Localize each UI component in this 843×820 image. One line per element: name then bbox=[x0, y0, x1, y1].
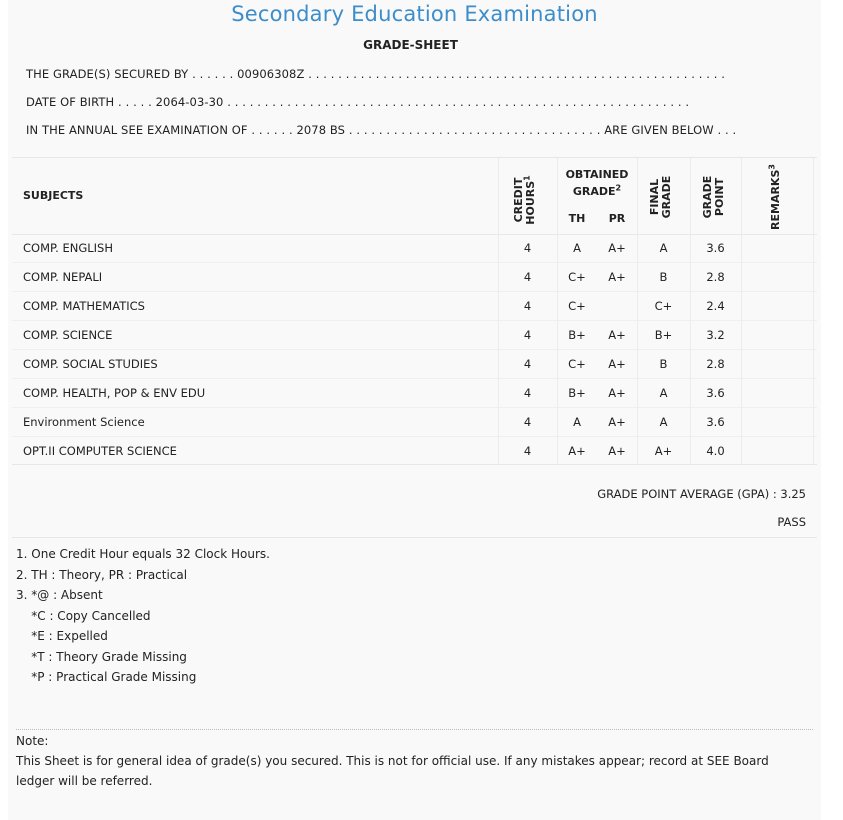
final-grade-cell: A+ bbox=[654, 444, 673, 458]
note-label: Note: bbox=[16, 734, 49, 748]
subject-cell: COMP. NEPALI bbox=[23, 270, 103, 284]
credit-hours-cell: 4 bbox=[523, 241, 532, 255]
grade-point-cell: 3.6 bbox=[706, 386, 725, 400]
practical-grade-cell: A+ bbox=[608, 386, 626, 400]
subject-cell: COMP. HEALTH, POP & ENV EDU bbox=[23, 386, 206, 400]
grade-point-cell: 3.2 bbox=[706, 328, 725, 342]
note-divider bbox=[16, 729, 813, 730]
theory-grade-cell: C+ bbox=[568, 357, 586, 371]
footnote: *P : Practical Grade Missing bbox=[16, 670, 197, 684]
column-divider bbox=[813, 158, 814, 464]
credit-hours-cell: 4 bbox=[523, 328, 532, 342]
footnote: *E : Expelled bbox=[16, 629, 108, 643]
header-credit-hours: CREDIT HOURS$^1$ bbox=[512, 175, 537, 225]
header-remarks: REMARKS$^3$ bbox=[767, 164, 782, 230]
subject-cell: Environment Science bbox=[23, 415, 145, 429]
gpa-summary: GRADE POINT AVERAGE (GPA) : 3.25 bbox=[597, 487, 806, 501]
credit-hours-cell: 4 bbox=[523, 357, 532, 371]
practical-grade-cell: A+ bbox=[608, 270, 626, 284]
secured-by-line: THE GRADE(S) SECURED BY . . . . . . 00906308Z . . . . . . . . . . . . . . . . . . . . . . . . . . . . . . . . . . . . . . . . . . . . . . . . . . . . . . . . bbox=[26, 67, 726, 81]
theory-grade-cell: B+ bbox=[568, 328, 586, 342]
table-header-border bbox=[12, 234, 817, 235]
table-bottom-border bbox=[12, 464, 817, 465]
final-grade-cell: B+ bbox=[654, 328, 673, 342]
header-grade-point: GRADE POINT bbox=[701, 175, 726, 219]
row-divider bbox=[12, 378, 817, 379]
credit-hours-cell: 4 bbox=[523, 415, 532, 429]
practical-grade-cell: A+ bbox=[608, 328, 626, 342]
footnote: *T : Theory Grade Missing bbox=[16, 650, 187, 664]
row-divider bbox=[12, 262, 817, 263]
column-divider bbox=[557, 158, 558, 464]
row-divider bbox=[12, 436, 817, 437]
grade-point-cell: 2.4 bbox=[706, 299, 725, 313]
theory-grade-cell: C+ bbox=[568, 299, 586, 313]
theory-grade-cell: A+ bbox=[568, 444, 586, 458]
grade-point-cell: 2.8 bbox=[706, 270, 725, 284]
final-grade-cell: C+ bbox=[654, 299, 673, 313]
final-grade-cell: A bbox=[659, 386, 668, 400]
grade-point-cell: 4.0 bbox=[706, 444, 725, 458]
theory-grade-cell: A bbox=[573, 241, 581, 255]
grade-sheet bbox=[8, 0, 821, 820]
date-of-birth-line: DATE OF BIRTH . . . . . 2064-03-30 . . . . . . . . . . . . . . . . . . . . . . . . . . . . . . . . . . . . . . . . . . . . . . . . . . . . . . . . . . . . . . bbox=[26, 95, 690, 109]
row-divider bbox=[12, 291, 817, 292]
credit-hours-cell: 4 bbox=[523, 270, 532, 284]
final-grade-cell: A bbox=[659, 241, 668, 255]
practical-grade-cell: A+ bbox=[608, 357, 626, 371]
credit-hours-cell: 4 bbox=[523, 299, 532, 313]
subject-cell: OPT.II COMPUTER SCIENCE bbox=[23, 444, 177, 458]
subject-cell: COMP. SOCIAL STUDIES bbox=[23, 357, 158, 371]
row-divider bbox=[12, 407, 817, 408]
footnote: 2. TH : Theory, PR : Practical bbox=[16, 568, 188, 582]
theory-grade-cell: C+ bbox=[568, 270, 586, 284]
final-grade-cell: A bbox=[659, 415, 668, 429]
credit-hours-cell: 4 bbox=[523, 444, 532, 458]
subject-cell: COMP. ENGLISH bbox=[23, 241, 113, 255]
header-final-grade: FINAL GRADE bbox=[648, 175, 673, 219]
result-status: PASS bbox=[777, 515, 806, 529]
footnote: *C : Copy Cancelled bbox=[16, 609, 151, 623]
practical-grade-cell: A+ bbox=[608, 444, 626, 458]
grade-point-cell: 3.6 bbox=[706, 415, 725, 429]
grade-point-cell: 3.6 bbox=[706, 241, 725, 255]
footnote: 1. One Credit Hour equals 32 Clock Hours. bbox=[16, 547, 270, 561]
page-title: Secondary Education Examination bbox=[231, 2, 598, 26]
final-grade-cell: B bbox=[659, 270, 668, 284]
subject-cell: COMP. MATHEMATICS bbox=[23, 299, 145, 313]
row-divider bbox=[12, 349, 817, 350]
header-theory: TH bbox=[568, 212, 586, 225]
footnote: 3. *@ : Absent bbox=[16, 588, 103, 602]
row-divider bbox=[12, 320, 817, 321]
column-divider bbox=[741, 158, 742, 464]
header-subjects: SUBJECTS bbox=[23, 189, 84, 202]
practical-grade-cell: A+ bbox=[608, 241, 626, 255]
theory-grade-cell: B+ bbox=[568, 386, 586, 400]
theory-grade-cell: A bbox=[573, 415, 581, 429]
subject-cell: COMP. SCIENCE bbox=[23, 328, 113, 342]
note-text: This Sheet is for general idea of grade(s) you secured. This is not for official use. If any mistakes appear; record at SEE Board ledger will be referred. bbox=[16, 754, 769, 788]
table-top-border bbox=[12, 157, 817, 158]
grade-point-cell: 2.8 bbox=[706, 357, 725, 371]
exam-year-line: IN THE ANNUAL SEE EXAMINATION OF . . . . . . 2078 BS . . . . . . . . . . . . . . . . . . . . . . . . . . . . . . . . . . ARE GIVEN BELOW . . . bbox=[26, 123, 737, 137]
header-obtained-grade: OBTAINED GRADE$^2$ bbox=[565, 168, 629, 198]
grade-sheet-heading: GRADE-SHEET bbox=[363, 38, 458, 52]
header-practical: PR bbox=[608, 212, 626, 225]
credit-hours-cell: 4 bbox=[523, 386, 532, 400]
practical-grade-cell: A+ bbox=[608, 415, 626, 429]
final-grade-cell: B bbox=[659, 357, 668, 371]
summary-border bbox=[12, 537, 817, 538]
